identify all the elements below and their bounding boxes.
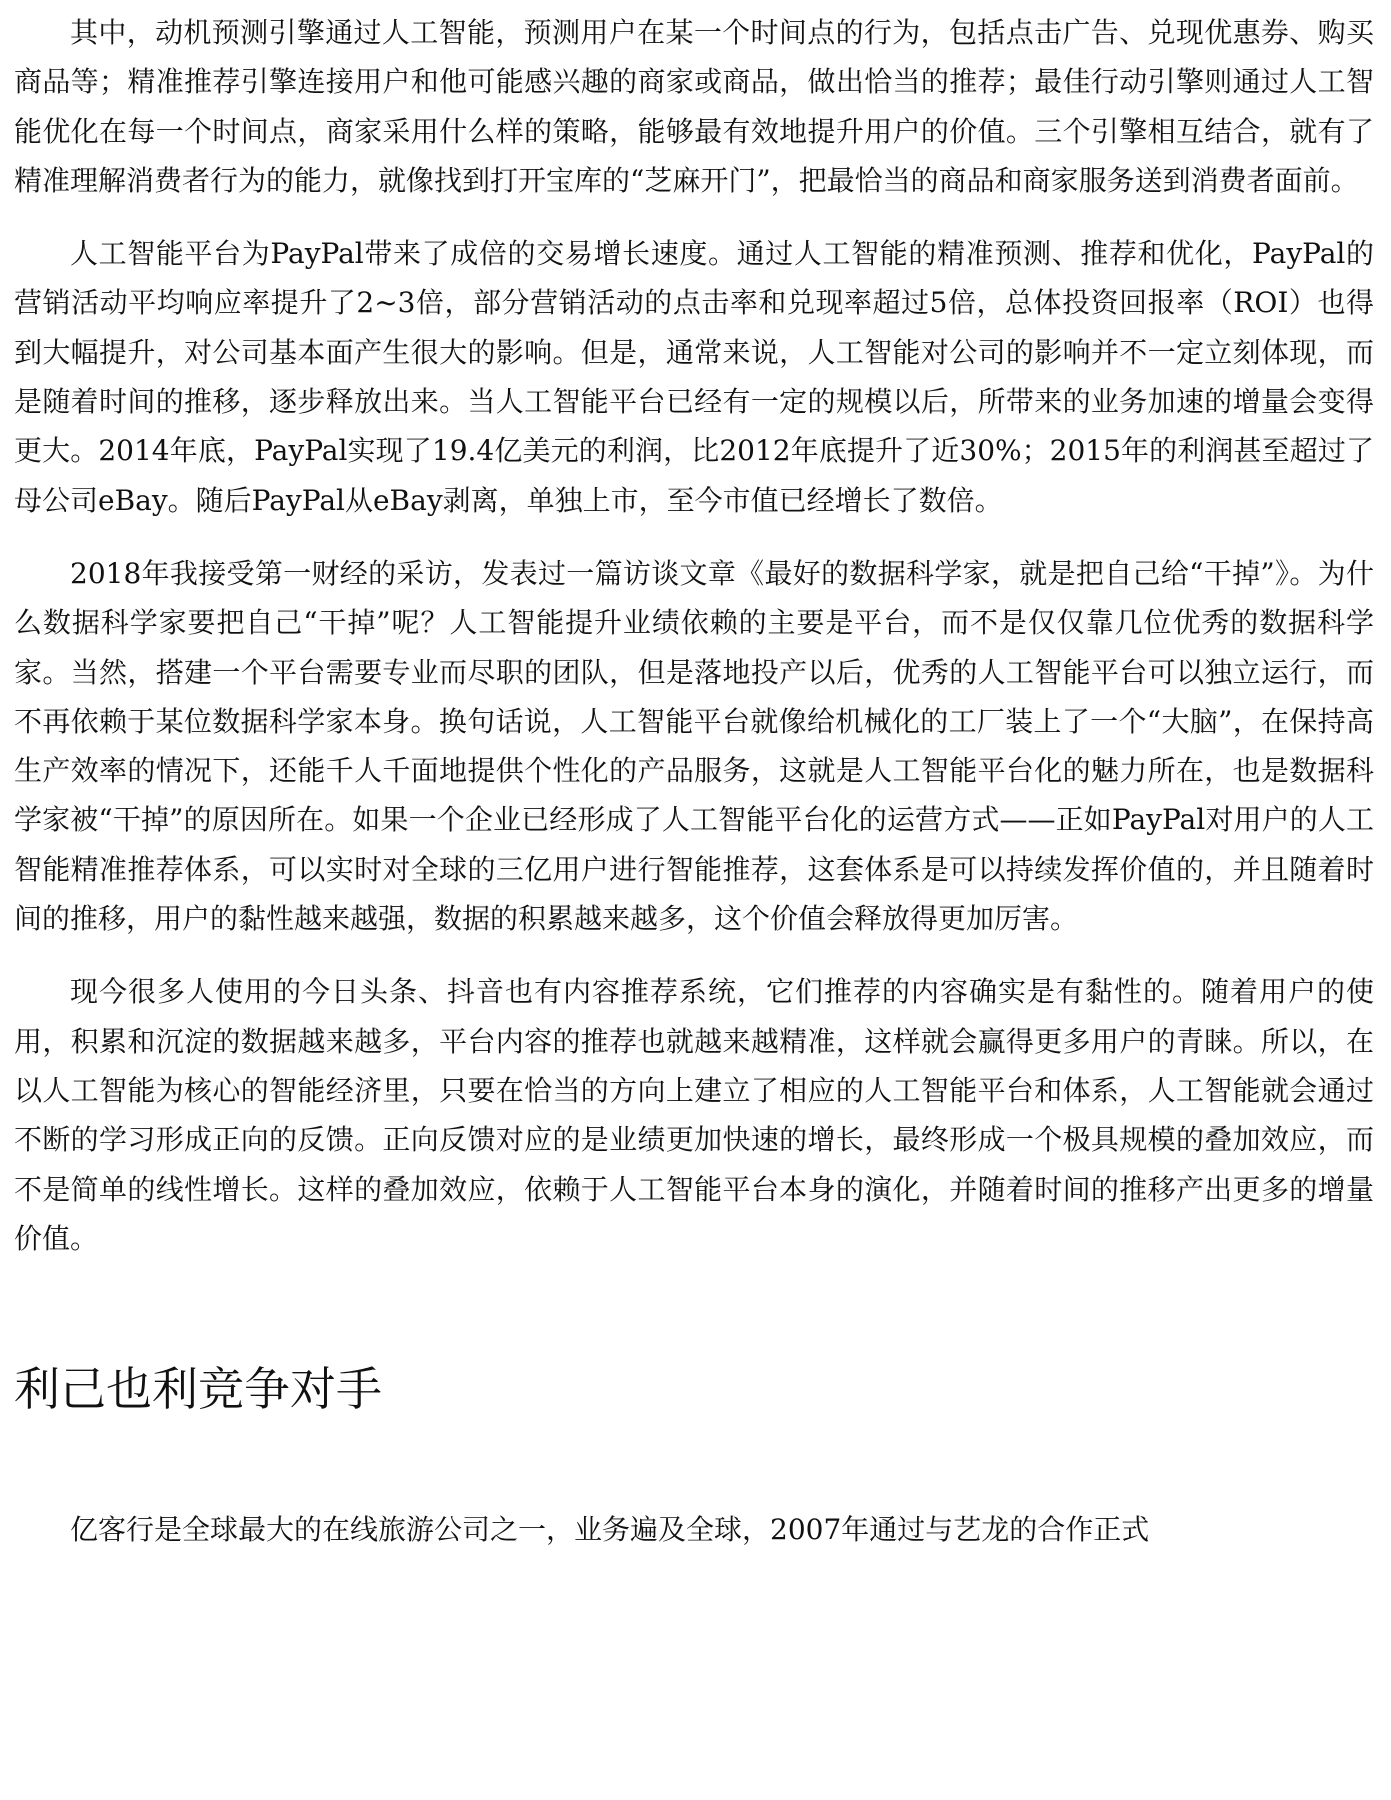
paragraph-recommendation-systems: 现今很多人使用的今日头条、抖音也有内容推荐系统，它们推荐的内容确实是有黏性的。随着用户的使用，积累和沉淀的数据越来越多，平台内容的推荐也就越来越精准，这样就会赢得更多用户的青睐。所以，在以人工智能为核心的智能经济里，只要在恰当的方向上建立了相应的人工智能平台和体系，人工智能就会通过不断的学习形成正向的反馈。正向反馈对应的是业绩更加快速的增长，最终形成一个极具规模的叠加效应，而不是简单的线性增长。这样的叠加效应，依赖于人工智能平台本身的演化，并随着时间的推移产出更多的增量价值。: [14, 975, 1374, 1255]
paragraph-data-scientist: 2018年我接受第一财经的采访，发表过一篇访谈文章《最好的数据科学家，就是把自己给“干掉”》。为什么数据科学家要把自己“干掉”呢？人工智能提升业绩依赖的主要是平台，而不是仅仅靠几位优秀的数据科学家。当然，搭建一个平台需要专业而尽职的团队，但是落地投产以后，优秀的人工智能平台可以独立运行，而不再依赖于某位数据科学家本身。换句话说，人工智能平台就像给机械化的工厂装上了一个“大脑”，在保持高生产效率的情况下，还能千人千面地提供个性化的产品服务，这就是人工智能平台化的魅力所在，也是数据科学家被“干掉”的原因所在。如果一个企业已经形成了人工智能平台化的运营方式——正如PayPal对用户的人工智能精准推荐体系，可以实时对全球的三亿用户进行智能推荐，这套体系是可以持续发挥价值的，并且随着时间的推移，用户的黏性越来越强，数据的积累越来越多，这个价值会释放得更加厉害。: [14, 556, 1374, 936]
paragraph-paypal-growth: 人工智能平台为PayPal带来了成倍的交易增长速度。通过人工智能的精准预测、推荐和优化，PayPal的营销活动平均响应率提升了2~3倍，部分营销活动的点击率和兑现率超过5倍，总体投资回报率（ROI）也得到大幅提升，对公司基本面产生很大的影响。但是，通常来说，人工智能对公司的影响并不一定立刻体现，而是随着时间的推移，逐步释放出来。当人工智能平台已经有一定的规模以后，所带来的业务加速的增量会变得更大。2014年底，PayPal实现了19.4亿美元的利润，比2012年底提升了近30%；2015年的利润甚至超过了母公司eBay。随后PayPal从eBay剥离，单独上市，至今市值已经增长了数倍。: [14, 237, 1374, 517]
section-heading: 利己也利竞争对手: [14, 1362, 382, 1417]
document-page: [14, 8, 1374, 1578]
paragraph-ai-engines: 其中，动机预测引擎通过人工智能，预测用户在某一个时间点的行为，包括点击广告、兑现优惠券、购买商品等；精准推荐引擎连接用户和他可能感兴趣的商家或商品，做出恰当的推荐；最佳行动引擎则通过人工智能优化在每一个时间点，商家采用什么样的策略，能够最有效地提升用户的价值。三个引擎相互结合，就有了精准理解消费者行为的能力，就像找到打开宝库的“芝麻开门”，把最恰当的商品和商家服务送到消费者面前。: [14, 16, 1374, 197]
paragraph-expedia-intro: 亿客行是全球最大的在线旅游公司之一，业务遍及全球，2007年通过与艺龙的合作正式: [70, 1513, 1150, 1547]
